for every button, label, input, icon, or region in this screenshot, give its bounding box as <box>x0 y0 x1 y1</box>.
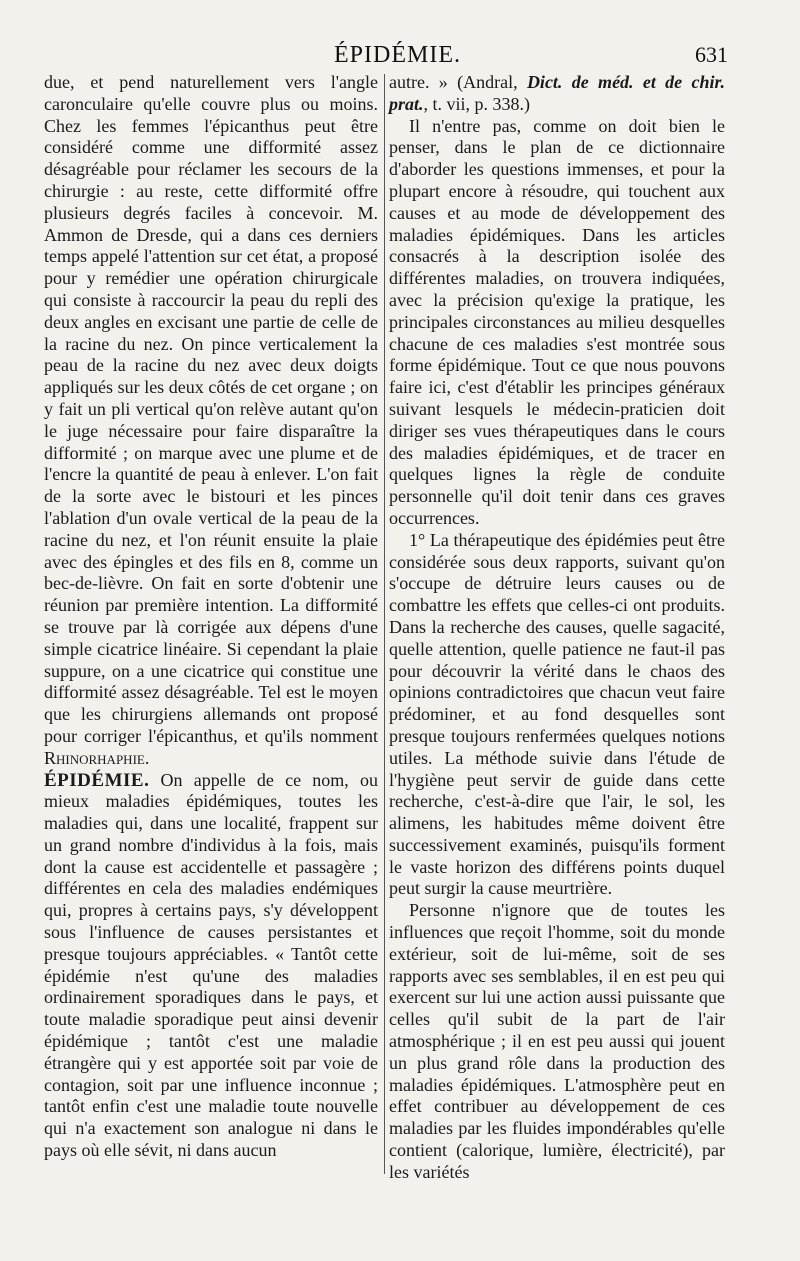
paragraph-text: On appelle de ce nom, ou mieux maladies épidémiques, toutes les maladies qui, dans une localité, frappent sur un grand nombre d'individus à la fois, mais dont la cause est accidentelle et passagère ; différentes en cela des maladies endémiques qui, propres à certains pays, s'y développent sous l'influence de causes persistantes et presque toujours appréciables. « Tantôt cette épidémie n'est qu'une des maladies ordinairement sporadiques dans le pays, et toute maladie sporadique peut ainsi devenir épidémique ; tantôt c'est une maladie étrangère qui y est apportée soit par voie de contagion, soit par une influence inconnue ; tantôt enfin c'est une maladie toute nouvelle qui n'a exactement son analogue ni dans le pays où elle sévit, ni dans aucun <box>44 769 379 1161</box>
citation-reference: Dict. de méd. et de chir. prat. <box>389 72 726 114</box>
left-column <box>44 72 378 1162</box>
page-number: 631 <box>695 42 728 67</box>
paragraph-citation <box>389 72 725 116</box>
paragraph-scope: Il n'entre pas, comme on doit bien le penser, dans le plan de ce dictionnaire d'aborder les questions immenses, et pour la plupart encore à résoudre, qui touchent aux causes et au mode de développement des maladies épidémiques. Dans les articles consacrés à la description isolée des différentes maladies, on trouvera indiquées, avec la précision qu'exige la pratique, les principales circonstances au milieu desquelles chacune de ces maladies s'est montrée sous forme épidémique. Tout ce que nous pouvons faire ici, c'est d'établir les principes généraux suivant lesquels le médecin-praticien doit diriger ses vues thérapeutiques dans le cours des maladies épidémiques, et de tracer en quelques lignes la règle de conduite personnelle qu'il doit tenir dans ces graves occurrences. <box>389 115 725 528</box>
running-head <box>0 42 800 72</box>
paragraph-text: due, et pend naturellement vers l'angle caronculaire qu'elle couvre plus ou moins. Chez les femmes l'épicanthus peut être considéré comme une difformité assez désagréable pour réclamer les secours de la chirurgie : au reste, cette difformité offre plusieurs degrés faciles à concevoir. M. Ammon de Dresde, qui a dans ces derniers temps appelé l'attention sur cet état, a proposé pour y remédier une opération chirurgicale qui consiste à raccourcir la peau du repli des deux angles en excisant une partie de celle de la racine du nez. On pince verticalement la peau de la racine du nez avec deux doigts appliqués sur les deux côtés de cet organe ; on y fait un pli vertical qu'on relève autant qu'on le juge nécessaire pour faire disparaître la difformité ; on marque avec une plume et de l'encre la quantité de peau à enlever. L'on fait de la sorte avec le bistouri et les pinces l'ablation d'un ovale vertical de la peau de la racine du nez, et l'on réunit ensuite la plaie avec des épingles et des fils en 8, comme un bec-de-lièvre. On fait en sorte d'obtenir une réunion par première intention. La difformité se trouve par là corrigée aux dépens d'une simple cicatrice linéaire. Si cependant la plaie suppure, on a une cicatrice qui constitue une difformité assez désagréable. Tel est le moyen que les chirurgiens allemands ont proposé pour corriger l'épicanthus, et qu'ils nomment <box>44 72 378 746</box>
page-title: ÉPIDÉMIE. <box>334 42 461 68</box>
paragraph-epidemie-definition <box>44 770 378 1162</box>
term-rhinorhaphie: Rhinorhaphie. <box>44 747 150 768</box>
paragraph-therapeutics: 1° La thérapeutique des épidémies peut être considérée sous deux rapports, suivant qu'on s'occupe de détruire leurs causes ou de combattre les effets que celles-ci ont produits. Dans la recherche des causes, quelle sagacité, quelle attention, quelle patience ne faut-il pas pour découvrir la vérité dans le chaos des opinions contradictoires que chacun veut faire prédominer, et au fond desquelles sont presque toujours renfermées quelques notions utiles. La méthode suivie dans l'étude de l'hygiène peut servir de guide dans cette recherche, c'est-à-dire que l'air, le sol, les alimens, les habitudes même doivent être successivement examinés, puisqu'ils forment le vaste horizon des différens points duquel peut surgir la cause meurtrière. <box>389 529 725 899</box>
paragraph-atmosphere: Personne n'ignore que de toutes les influences que reçoit l'homme, soit du monde extérieur, soit de lui-même, soit de ses rapports avec ses semblables, il en est peu qui exercent sur lui une action aussi puissante que celles qu'il subit de la part de l'air atmosphérique ; il en est peu aussi qui jouent un plus grand rôle dans la production des maladies épidémiques. L'atmosphère peut en effet contribuer au développement de ces maladies par les fluides impondérables qu'elle contient (calorique, lumière, électricité), par les variétés <box>389 900 725 1182</box>
entry-term: ÉPIDÉMIE. <box>44 769 150 791</box>
right-column <box>389 72 725 1184</box>
citation-text: autre. » (Andral, <box>389 72 518 92</box>
citation-tail: , t. vii, p. 338.) <box>423 93 531 114</box>
column-divider <box>384 74 385 1174</box>
paragraph-epicanthus <box>44 72 378 770</box>
